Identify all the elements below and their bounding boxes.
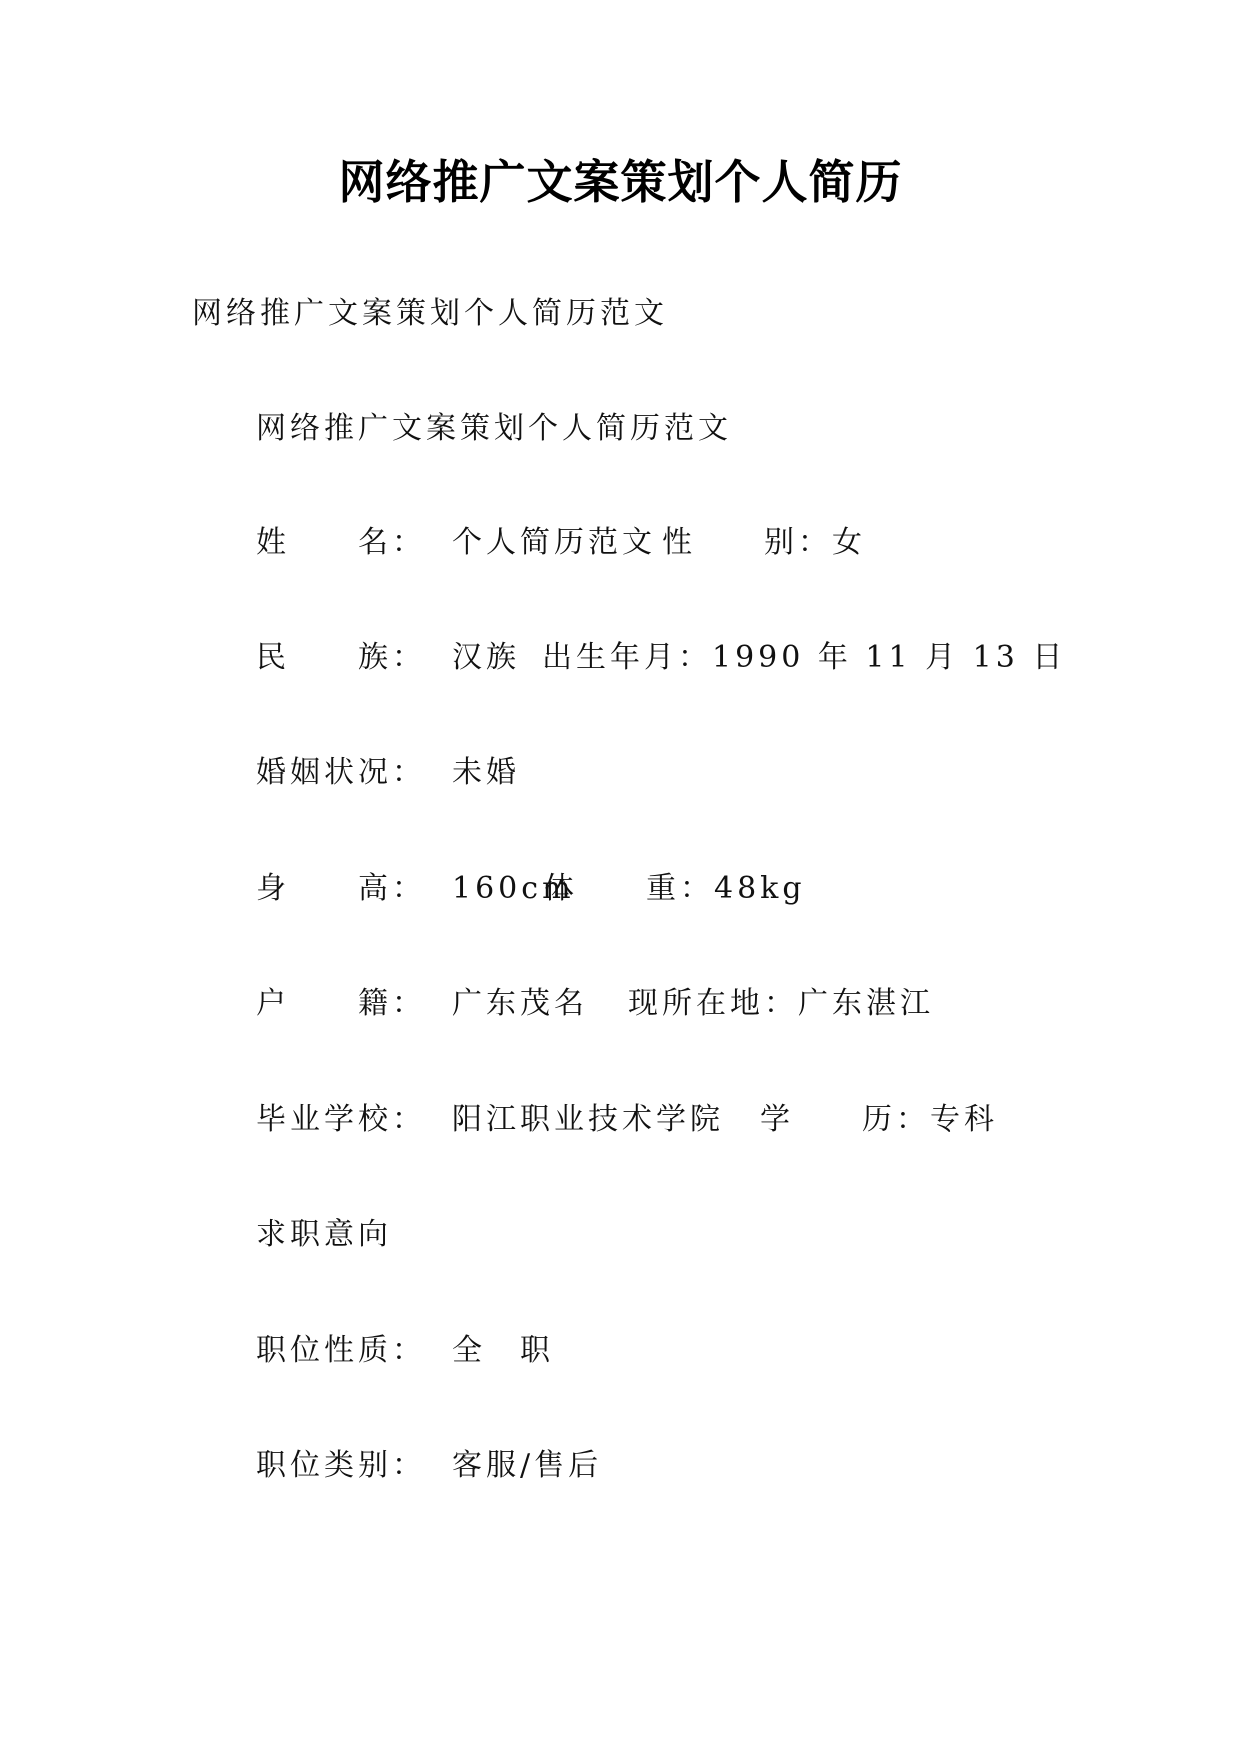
label-height: 身 高： bbox=[256, 871, 426, 906]
row-job-category bbox=[256, 1445, 602, 1487]
label-marital: 婚姻状况： bbox=[256, 755, 426, 790]
label-hukou: 户 籍： bbox=[256, 986, 426, 1021]
row-marital bbox=[256, 752, 520, 794]
value-location: 广东湛江 bbox=[798, 986, 934, 1021]
value-education: 专科 bbox=[930, 1102, 998, 1137]
row-height-weight bbox=[256, 868, 806, 910]
row-ethnicity-birth bbox=[256, 637, 1066, 679]
label-ethnicity: 民 族： bbox=[256, 640, 426, 675]
row-school-education bbox=[256, 1099, 998, 1141]
value-name: 个人简历范文 bbox=[452, 525, 656, 560]
label-location: 现所在地： bbox=[628, 986, 798, 1021]
label-job-type: 职位性质： bbox=[256, 1333, 426, 1368]
section-job-intention: 求职意向 bbox=[256, 1217, 392, 1252]
label-weight: 体 重： bbox=[544, 871, 714, 906]
value-birth: 1990 年 11 月 13 日 bbox=[712, 640, 1067, 675]
label-gender: 性 别： bbox=[662, 525, 832, 560]
value-ethnicity: 汉族 bbox=[452, 640, 520, 675]
value-job-category: 客服/售后 bbox=[452, 1448, 603, 1483]
value-job-type: 全 职 bbox=[452, 1333, 554, 1368]
label-school: 毕业学校： bbox=[256, 1102, 426, 1137]
label-education: 学 历： bbox=[760, 1102, 930, 1137]
label-job-category: 职位类别： bbox=[256, 1448, 426, 1483]
document-subtitle: 网络推广文案策划个人简历范文 bbox=[192, 296, 668, 331]
value-gender: 女 bbox=[832, 525, 866, 560]
row-hukou-location bbox=[256, 983, 934, 1025]
section-heading: 网络推广文案策划个人简历范文 bbox=[256, 411, 732, 446]
label-birth: 出生年月： bbox=[542, 640, 712, 675]
value-hukou: 广东茂名 bbox=[452, 986, 588, 1021]
value-weight: 48kg bbox=[714, 871, 806, 906]
row-name-gender bbox=[256, 522, 866, 564]
value-height: 160cm bbox=[452, 871, 575, 906]
label-name: 姓 名： bbox=[256, 525, 426, 560]
value-school: 阳江职业技术学院 bbox=[452, 1102, 724, 1137]
row-job-type bbox=[256, 1330, 554, 1372]
document-title: 网络推广文案策划个人简历 bbox=[338, 155, 903, 209]
value-marital: 未婚 bbox=[452, 755, 520, 790]
